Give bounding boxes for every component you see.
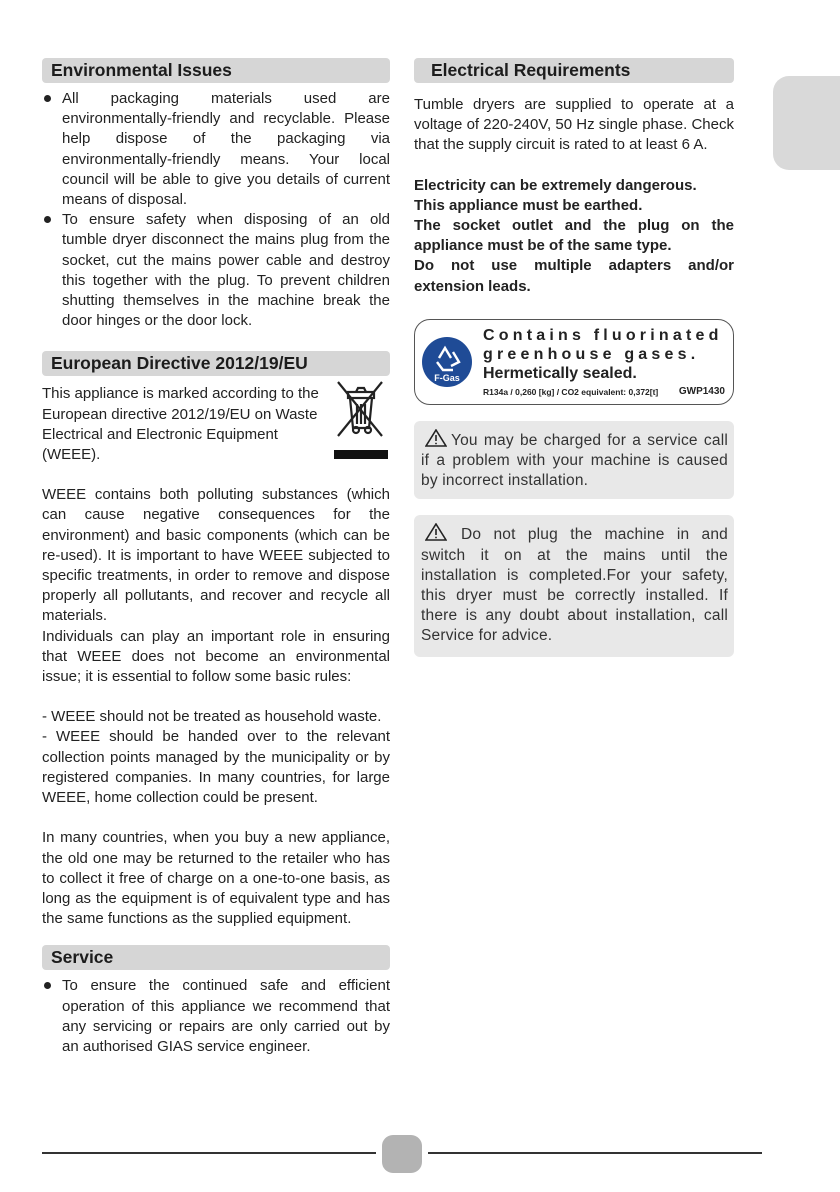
fgas-label: [414, 319, 734, 405]
warning-triangle-icon: [425, 429, 447, 447]
socket-type-text: The socket outlet and the plug on the appliance must be of the same type.: [414, 217, 734, 255]
page-number-badge: [382, 1135, 422, 1173]
weee-paragraph-1: WEEE contains both polluting substances (which can cause negative consequences for the environment) and basic components (which can be re-used). It is important to have WEEE subjected to specific treatments, in order to remove and dispose properly all pollutants, and recover and recycle all materials.: [42, 486, 390, 625]
warning-box-service-charge: [414, 421, 734, 500]
footer-rule-right: [428, 1152, 762, 1154]
weee-intro-text: This appliance is marked according to the European directive 2012/19/EU on Waste Electrical and Electronic Equipment (WEEE).: [42, 385, 319, 464]
weee-paragraph-3: In many countries, when you buy a new appliance, the old one may be returned to the retailer who has to collect it free of charge on a one-to-one basis, as long as the equipment is of equivalent type and has the same functions as the supplied equipment.: [42, 829, 390, 928]
electrical-paragraph: Tumble dryers are supplied to operate at a voltage of 220-240V, 50 Hz single phase. Check that the supply circuit is rated to at least 6 A.: [414, 96, 734, 154]
service-heading: Service: [42, 945, 390, 970]
bullet-icon: [44, 982, 51, 989]
fgas-line-2: Hermetically sealed.: [483, 364, 637, 382]
environmental-issues-heading: Environmental Issues: [42, 58, 390, 83]
right-column: [414, 58, 734, 657]
footer-rule-left: [42, 1152, 376, 1154]
earthed-text: This appliance must be earthed.: [414, 196, 643, 214]
adapters-text: Do not use multiple adapters and/or extension leads.: [414, 257, 734, 295]
weee-rule-1: - WEEE should not be treated as household waste.: [42, 708, 382, 726]
list-item: To ensure the continued safe and efficient operation of this appliance we recommend that any servicing or repairs are only carried out by an authorised GIAS service engineer.: [42, 976, 390, 1057]
service-bullets: [42, 976, 390, 1057]
warning-box-installation: [414, 515, 734, 656]
environmental-bullets: [42, 89, 390, 331]
warning-text-2: Do not plug the machine in and switch it on at the mains until the installation is completed.For your safety, this dryer must be correctly installed. If there is any doubt about installation, call Service for advice.: [421, 526, 728, 645]
left-column: [42, 58, 390, 1057]
electrical-requirements-heading: Electrical Requirements: [414, 58, 734, 83]
fgas-recycle-icon: [421, 336, 473, 388]
list-item: To ensure safety when disposing of an old tumble dryer disconnect the mains plug from the socket, cut the mains power cable and destroy this together with the plug. To prevent children shutting themselves in the machine break the door hinges or the door lock.: [42, 210, 390, 331]
warning-triangle-icon: [425, 523, 447, 541]
electricity-danger-text: Electricity can be extremely dangerous.: [414, 176, 697, 194]
weee-paragraph-2: Individuals can play an important role in ensuring that WEEE does not become an environmental issue; it is essential to follow some basic rules:: [42, 627, 390, 686]
crossed-bin-icon: [330, 374, 390, 464]
fgas-refrigerant-info: R134a / 0,260 [kg] / CO2 equivalent: 0,372[t]: [483, 386, 659, 397]
european-directive-heading: European Directive 2012/19/EU: [42, 351, 390, 376]
warning-text-1: You may be charged for a service call if a problem with your machine is caused by incorrect installation.: [421, 431, 728, 490]
weee-rule-2: - WEEE should be handed over to the relevant collection points managed by the municipality or by registered companies. In many countries, for large WEEE, home collection could be present.: [42, 728, 390, 807]
bullet-icon: [44, 216, 51, 223]
list-item: All packaging materials used are environmentally-friendly and recyclable. Please help dispose of the packaging via environmentally-friendly means. Your local council will be able to give you details of current means of disposal.: [42, 89, 390, 210]
bullet-icon: [44, 95, 51, 102]
electrical-warnings: [414, 176, 734, 297]
fgas-line-1: Contains fluorinated greenhouse gases.: [483, 326, 723, 363]
fgas-gwp: GWP1430: [678, 385, 725, 397]
language-tab: [773, 76, 840, 170]
fgas-logo-text: F-Gas: [434, 372, 460, 383]
weee-intro-row: [42, 384, 390, 465]
